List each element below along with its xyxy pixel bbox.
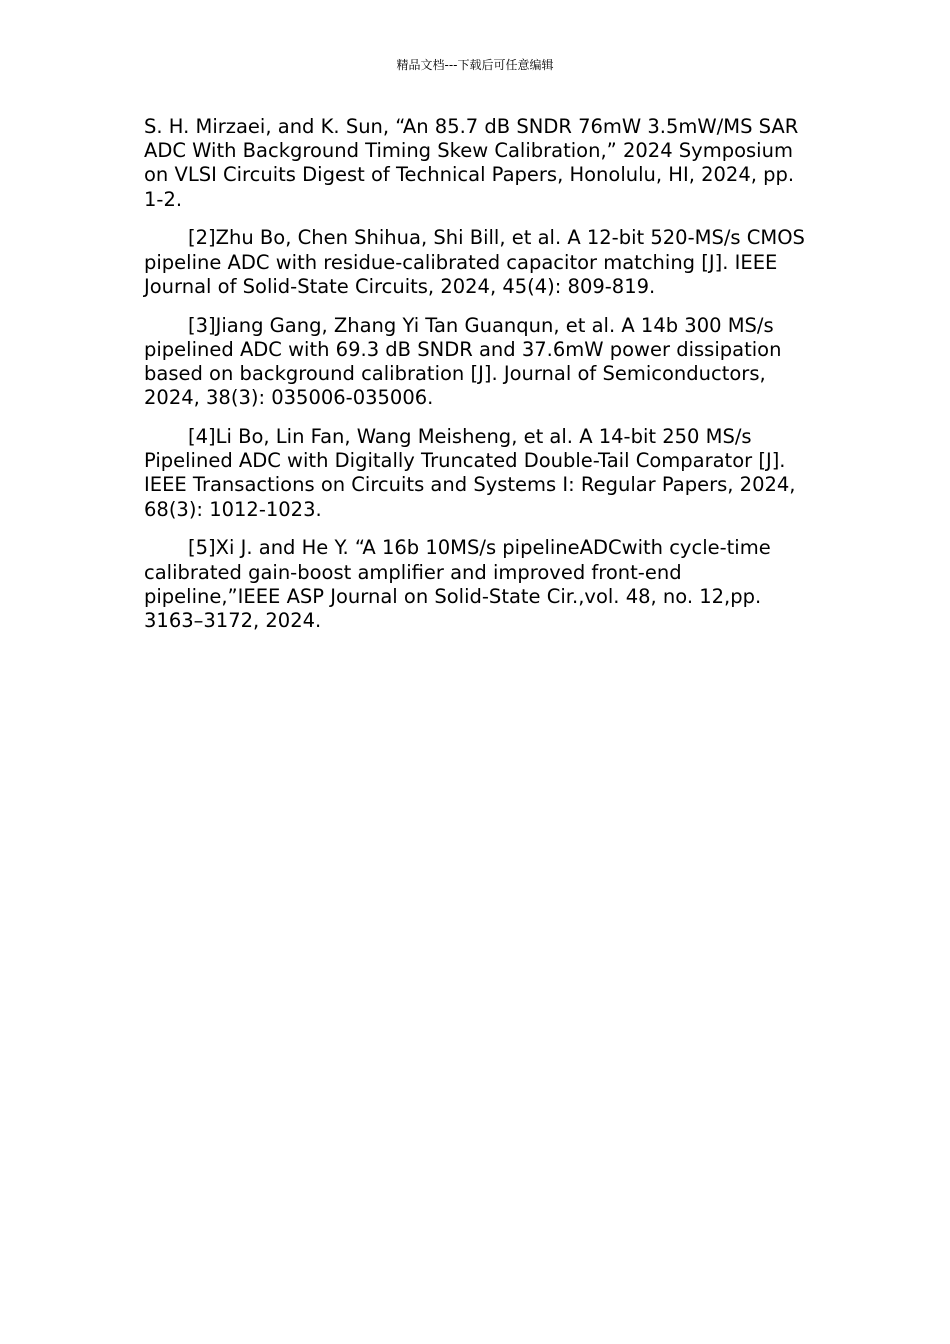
reference-item-4: [4]Li Bo, Lin Fan, Wang Meisheng, et al. A 14-bit 250 MS/s Pipelined ADC with Digitally Truncated Double-Tail Comparator [J]. IEEE Transactions on Circuits and Systems I: Regular Papers, 2024, 68(3): 1012-1023. [144,425,796,521]
reference-item-3: [3]Jiang Gang, Zhang Yi Tan Guanqun, et al. A 14b 300 MS/s pipelined ADC with 69.3 dB SNDR and 37.6mW power dissipation based on background calibration [J]. Journal of Semiconductors, 2024, 38(3): 035006-035006. [144,313,782,410]
reference-item-5: [5]Xi J. and He Y. “A 16b 10MS/s pipelineADCwith cycle-time calibrated gain-boost amplifier and improved front-end pipeline,”IEEE ASP Journal on Solid-State Cir.,vol. 48, no. 12,pp. 3163–3172, 2024. [144,536,771,633]
reference-item-1-continued: S. H. Mirzaei, and K. Sun, “An 85.7 dB SNDR 76mW 3.5mW/MS SAR ADC With Background Timing Skew Calibration,” 2024 Symposium on VLSI Circuits Digest of Technical Papers, Honolulu, HI, 2024, pp. 1-2. [144,115,799,211]
reference-list [144,115,809,648]
reference-item-2: [2]Zhu Bo, Chen Shihua, Shi Bill, et al. A 12-bit 520-MS/s CMOS pipeline ADC with residue-calibrated capacitor matching [J]. IEEE Journal of Solid-State Circuits, 2024, 45(4): 809-819. [144,226,805,298]
page-header: 精品文档---下载后可任意编辑 [396,58,554,72]
